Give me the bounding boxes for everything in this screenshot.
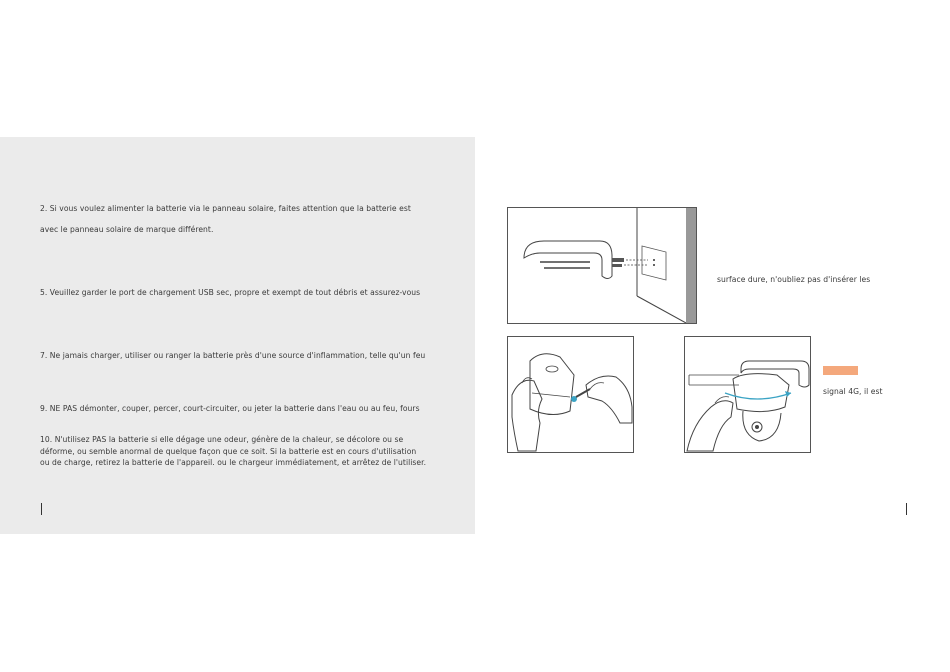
mount-caption: surface dure, n'oubliez pas d'insérer les: [717, 275, 871, 284]
wall-mount-illustration: [507, 207, 697, 324]
orange-highlight-tag: [823, 366, 858, 375]
item-9: 9. NE PAS démonter, couper, percer, court-circuiter, ou jeter la batterie dans l'eau ou au feu, fours: [40, 404, 420, 413]
left-page: [0, 137, 475, 534]
signal-caption: signal 4G, il est: [823, 387, 883, 396]
right-page-marker: [906, 503, 907, 515]
item-5: 5. Veuillez garder le port de chargement USB sec, propre et exempt de tout débris et assurez-vous: [40, 288, 421, 297]
camera-rotate-illustration: [684, 336, 811, 453]
left-page-marker: [41, 503, 42, 515]
item-10-line-1: 10. N'utilisez PAS la batterie si elle dégage une odeur, génère de la chaleur, se décolore ou se: [40, 435, 404, 444]
item-2-line-2: avec le panneau solaire de marque différent.: [40, 225, 214, 234]
item-10-line-3: ou de charge, retirez la batterie de l'appareil. ou le chargeur immédiatement, et arrêtez de l'utiliser.: [40, 458, 427, 467]
battery-insert-illustration: [507, 336, 634, 453]
item-10-line-2: déforme, ou semble anormal de quelque façon que ce soit. Si la batterie est en cours d'utilisation: [40, 446, 417, 456]
item-7: 7. Ne jamais charger, utiliser ou ranger la batterie près d'une source d'inflammation, telle qu'un feu: [40, 351, 426, 360]
item-2-line-1: 2. Si vous voulez alimenter la batterie via le panneau solaire, faites attention que la batterie est: [40, 204, 411, 213]
